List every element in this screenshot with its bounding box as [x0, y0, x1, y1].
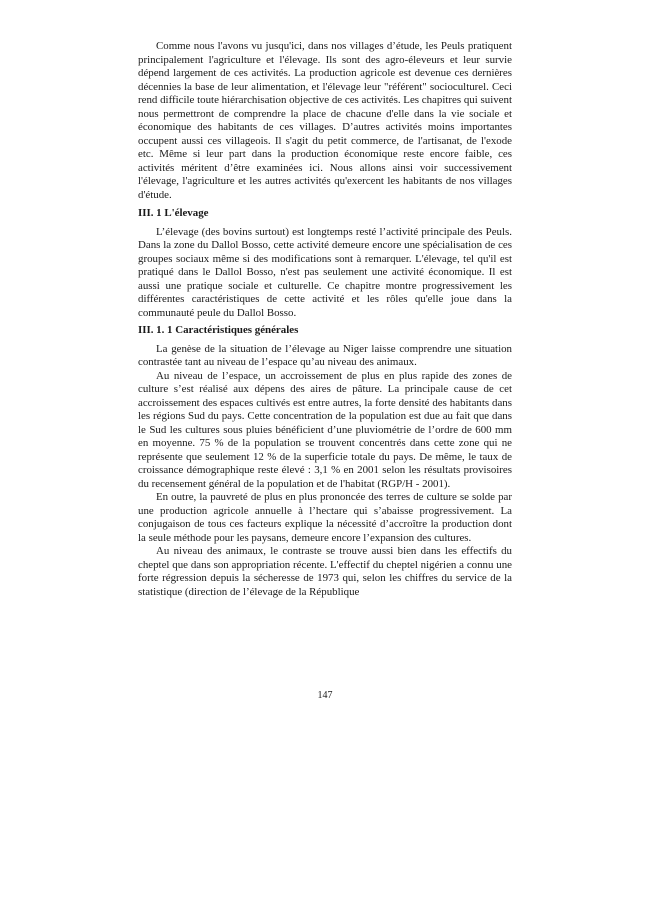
espace-paragraph: Au niveau de l’espace, un accroissement de plus en plus rapide des zones de culture s’est réalisé aux dépens des aires de pâture. La principale cause de cet accroissement des espaces cultivés est entre autres, la forte densité des habitants dans les régions Sud du pays. Cette concentration de la population est due au fait que dans le Sud les cultures sous pluies bénéficient d’une pluviométrie de l’ordre de 600 mm en moyenne. 75 % de la population se trouvent concentrés dans cette zone qui ne représente que seulement 12 % de la superficie totale du pays. De même, le taux de croissance démographique reste élevé : 3,1 % en 2001 selon les résultats provisoires du recensement général de la population et de l'habitat (RGP/H - 2001). [138, 369, 512, 490]
subsection-heading: III. 1. 1 Caractéristiques générales [138, 324, 299, 336]
page-number: 147 [317, 690, 333, 701]
document-page [138, 40, 512, 599]
section-heading: III. 1 L'élevage [138, 207, 209, 219]
intro-paragraph: Comme nous l'avons vu jusqu'ici, dans nos villages d’étude, les Peuls pratiquent principalement l'agriculture et l'élevage. Ils sont des agro-éleveurs et leur survie dépend largement de ces activités. La production agricole est devenue ces dernières décennies la base de leur alimentation, et l'élevage leur "référent" socioculturel. Ceci rend difficile toute hiérarchisation objective de ces activités. Les chapitres qui suivent nous permettront de comprendre la place de chacune d'elle dans la vie sociale et économique des habitants de ces villages. D’autres activités moins importantes occupent aussi ces villageois. Il s'agit du petit commerce, de l'artisanat, de l'exode etc. Même si leur part dans la production économique reste encore faible, ces activités méritent d’être examinées ici. Nous allons ainsi voir successivement l'élevage, l'agriculture et les autres activités qu'exercent les habitants de nos villages d'étude. [138, 40, 512, 201]
pauvrete-paragraph: En outre, la pauvreté de plus en plus prononcée des terres de culture se solde par une production agricole annuelle à l’hectare qui s’abaisse progressivement. La conjugaison de tous ces facteurs explique la nécessité d’accroître la production dont la seule méthode pour les paysans, demeure encore l’expansion des cultures. [138, 491, 512, 544]
genese-paragraph: La genèse de la situation de l’élevage au Niger laisse comprendre une situation contrastée tant au niveau de l’espace qu’au niveau des animaux. [138, 342, 512, 368]
elevage-paragraph: L’élevage (des bovins surtout) est longtemps resté l’activité principale des Peuls. Dans la zone du Dallol Bosso, cette activité demeure encore une spécialisation de ces groupes sociaux même si des modifications sont à remarquer. L'élevage, tel qu'il est pratiqué dans le Dallol Bosso, n'est pas seulement une activité économique. Il est aussi une pratique sociale et culturelle. Ce chapitre montre progressivement les différentes caractéristiques de cette activité et les rôles qu'elle joue dans la communauté peule du Dallol Bosso. [138, 225, 512, 319]
animaux-paragraph: Au niveau des animaux, le contraste se trouve aussi bien dans les effectifs du cheptel que dans son appropriation récente. L'effectif du cheptel nigérien a connu une forte régression depuis la sécheresse de 1973 qui, selon les chiffres du service de la statistique (direction de l’élevage de la République [138, 545, 512, 598]
